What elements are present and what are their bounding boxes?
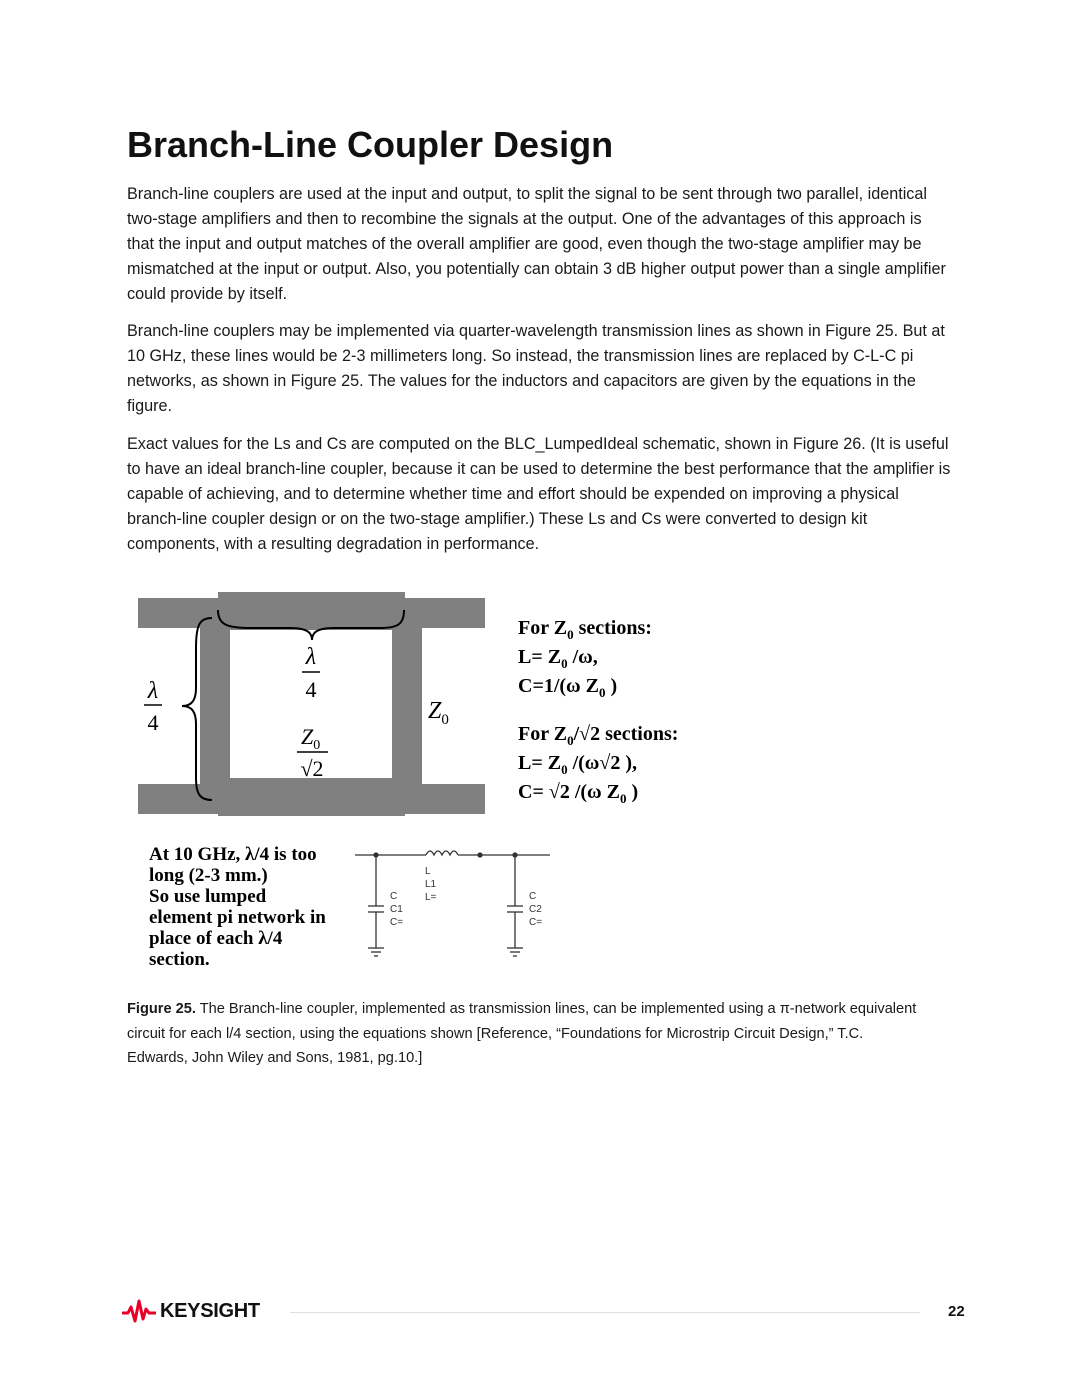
zsqrt-denominator: √2 bbox=[300, 756, 324, 781]
zsqrt-sections-heading: For $Z_0/√2$ sections: bbox=[518, 723, 679, 748]
caption-text: The Branch-line coupler, implemented as transmission lines, can be implemented using a π-network equivalent circuit for each l/4 section, using the equations shown [Reference, “Foundations for Microstrip Circuit Design,” T.C. Edwards, John Wiley and Sons, 1981, pg.10.] bbox=[127, 1001, 917, 1066]
cap1-name-label: C1 bbox=[390, 904, 403, 915]
inductor-name-label: L1 bbox=[425, 879, 437, 890]
cap2-name-label: C2 bbox=[529, 904, 542, 915]
note-line-2: long (2-3 mm.) bbox=[149, 865, 268, 886]
note-line-1: At 10 GHz, λ/4 is too bbox=[149, 844, 317, 865]
top-branch-pad bbox=[218, 592, 405, 630]
footer-logo bbox=[122, 1298, 260, 1324]
side-fraction-denominator: 4 bbox=[147, 710, 159, 735]
side-fraction-numerator: λ bbox=[147, 678, 159, 704]
cap2-value-label: C= bbox=[529, 917, 543, 928]
design-equations bbox=[518, 617, 678, 806]
branch-line-coupler-diagram bbox=[130, 588, 690, 973]
note-line-4: element pi network in bbox=[149, 907, 326, 928]
pi-network-schematic bbox=[355, 851, 550, 956]
ground-icon bbox=[368, 948, 384, 956]
note-line-6: section. bbox=[149, 949, 210, 970]
lumped-element-note bbox=[149, 844, 326, 970]
caption-label: Figure 25. bbox=[127, 1001, 196, 1017]
zsqrt-numerator: $Z_0$ bbox=[301, 724, 321, 753]
top-fraction-denominator: 4 bbox=[305, 677, 317, 702]
node-mid bbox=[478, 853, 482, 857]
brand-name: KEYSIGHT bbox=[160, 1299, 260, 1322]
bottom-branch-pad bbox=[218, 778, 405, 816]
inductor-coil-icon bbox=[426, 851, 458, 855]
note-line-5: place of each λ/4 bbox=[149, 928, 283, 949]
schematic-labels bbox=[390, 866, 542, 928]
page-number: 22 bbox=[948, 1303, 965, 1320]
keysight-waveform-icon bbox=[122, 1299, 156, 1323]
note-line-3: So use lumped bbox=[149, 886, 267, 907]
body-paragraph-3: Exact values for the Ls and Cs are computed on the BLC_LumpedIdeal schematic, shown in Figure 26. (It is useful to have an ideal branch-line coupler, because it can be used to determine the best performance that the amplifier is capable of achieving, and to determine whether time and effort should be expended on improving a physical branch-line coupler design or on the two-stage amplifier.) These Ls and Cs were converted to design kit components, with a resulting degradation in performance. bbox=[127, 435, 951, 553]
inductor-value-label: L= bbox=[425, 892, 437, 903]
zsqrt-capacitor-equation: C= √2 /(ω $Z_0$ ) bbox=[518, 781, 639, 806]
z0-sections-heading: For $Z_0$ sections: bbox=[518, 617, 652, 642]
right-branch bbox=[392, 598, 422, 814]
top-fraction-numerator: λ bbox=[305, 644, 317, 670]
inductor-type-label: L bbox=[425, 866, 431, 877]
body-paragraph-2: Branch-line couplers may be implemented via quarter-wavelength transmission lines as shown in Figure 25. But at 10 GHz, these lines would be 2-3 millimeters long. So instead, the transmission lines are replaced by C-L-C pi networks, as shown in Figure 25. The values for the inductors and capacitors are given by the equations in the figure. bbox=[127, 322, 945, 415]
z0-capacitor-equation: C=1/(ω $Z_0$ ) bbox=[518, 675, 618, 700]
z0-inductor-equation: $L= Z_0$ /ω, bbox=[518, 646, 598, 671]
ground-icon bbox=[507, 948, 523, 956]
cap1-type-label: C bbox=[390, 891, 398, 902]
page-title: Branch-Line Coupler Design bbox=[127, 124, 614, 165]
zsqrt-inductor-equation: $L= Z_0$ /(ω√2 ), bbox=[518, 752, 638, 777]
figure-25 bbox=[130, 588, 690, 973]
body-paragraph-1: Branch-line couplers are used at the input and output, to split the signal to be sent through two parallel, identical two-stage amplifiers and then to recombine the signals at the output. One of the advantages of this approach is that the input and output matches of the overall amplifier are good, even though the two-stage amplifier may be mismatched at the input or output. Also, you potentially can obtain 3 dB higher output power than a single amplifier could provide by itself. bbox=[127, 185, 946, 303]
cap1-value-label: C= bbox=[390, 917, 404, 928]
figure-caption bbox=[127, 997, 927, 1071]
footer-divider bbox=[290, 1312, 920, 1313]
left-branch bbox=[200, 598, 230, 814]
z0-branch-label: $Z_0$ bbox=[428, 698, 449, 728]
cap2-type-label: C bbox=[529, 891, 537, 902]
